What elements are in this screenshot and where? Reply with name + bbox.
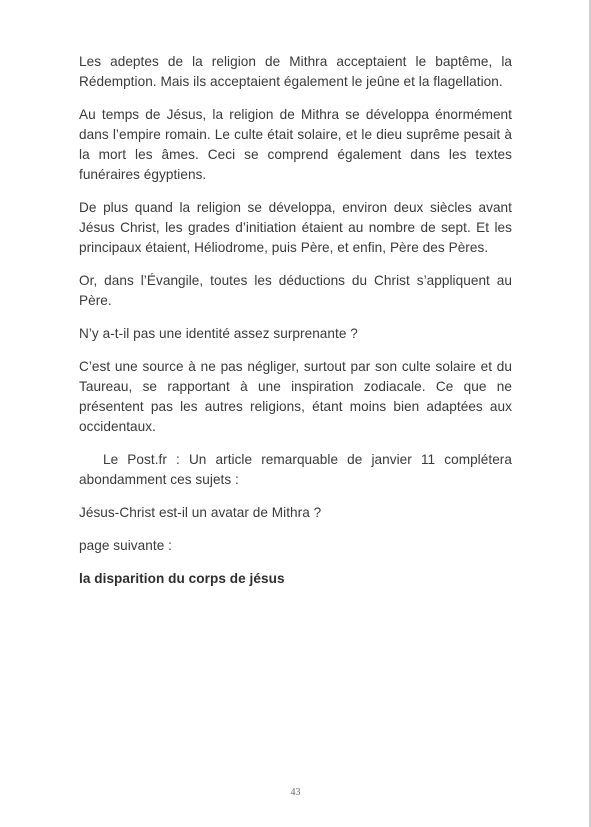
paragraph-source: C’est une source à ne pas négliger, surtout par son culte solaire et du Taureau, se rapportant à une inspiration zodiacale. Ce que ne présentent pas les autres religions, étant moins bien adaptées aux occidentaux. xyxy=(79,359,512,434)
paragraph-le-post: Le Post.fr : Un article remarquable de janvier 11 complétera abondamment ces sujets : xyxy=(79,452,512,487)
paragraph-avatar-question: Jésus-Christ est-il un avatar de Mithra ? xyxy=(79,505,322,520)
paragraph-baptism: Les adeptes de la religion de Mithra acceptaient le baptême, la Rédemption. Mais ils acceptaient également le jeûne et la flagellation. xyxy=(79,54,512,89)
paragraph-gospel: Or, dans l’Évangile, toutes les déductions du Christ s’appliquent au Père. xyxy=(79,273,512,308)
page-number: 43 xyxy=(290,787,301,798)
paragraph-initiation-grades: De plus quand la religion se développa, environ deux siècles avant Jésus Christ, les grades d’initiation étaient au nombre de sept. Et les principaux étaient, Héliodrome, puis Père, et enfin, Père des Pères. xyxy=(79,200,512,255)
paragraph-question: N’y a-t-il pas une identité assez surprenante ? xyxy=(79,326,358,341)
paragraph-roman-empire: Au temps de Jésus, la religion de Mithra se développa énormément dans l’empire romain. Le culte était solaire, et le dieu suprême pesait à la mort les âmes. Ceci se comprend également dans les textes funéraires égyptiens. xyxy=(79,107,512,182)
page-body xyxy=(79,52,512,602)
next-page-title[interactable]: la disparition du corps de jésus xyxy=(79,571,285,586)
paragraph-next-page: page suivante : xyxy=(79,538,172,553)
